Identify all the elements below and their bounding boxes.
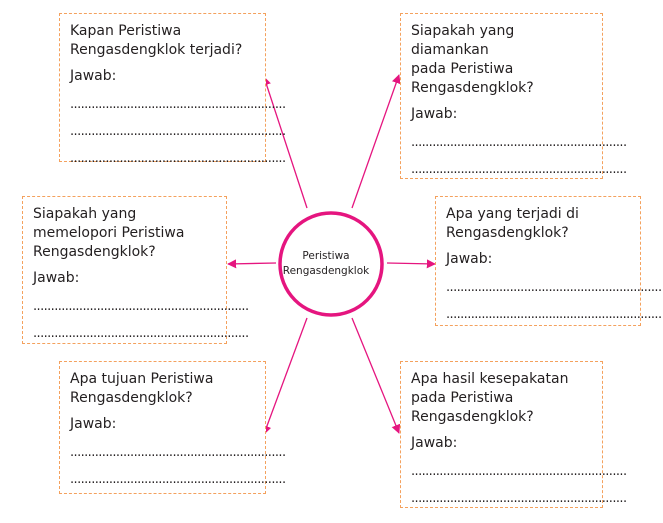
answer-line[interactable]: ............................................................. xyxy=(70,445,286,460)
answer-line[interactable]: ............................................................. xyxy=(411,491,627,506)
question-text: Apa tujuan Peristiwa Rengasdengklok? xyxy=(70,371,214,406)
answer-line[interactable]: ............................................................. xyxy=(33,299,249,314)
answer-label: Jawab: xyxy=(446,251,493,267)
answer-label: Jawab: xyxy=(411,106,458,122)
question-box-who-secured xyxy=(400,13,627,179)
center-topic-line-1: Peristiwa xyxy=(302,250,350,262)
center-topic-line-2: Rengasdengklok xyxy=(282,265,370,277)
question-text: Kapan Peristiwa Rengasdengklok terjadi? xyxy=(70,23,243,58)
question-box-purpose xyxy=(59,361,286,494)
answer-line[interactable]: ............................................................. xyxy=(70,97,286,112)
answer-line[interactable]: ............................................................. xyxy=(70,124,286,139)
answer-label: Jawab: xyxy=(33,270,80,286)
question-box-when xyxy=(59,13,286,166)
arrow-to-q4 xyxy=(387,263,435,264)
question-box-agreement xyxy=(400,361,627,508)
question-text: Siapakah yang diamankan pada Peristiwa Rengasdengklok? xyxy=(411,23,534,96)
answer-line[interactable]: ............................................................. xyxy=(411,464,627,479)
answer-label: Jawab: xyxy=(411,435,458,451)
question-text: Apa yang terjadi di Rengasdengklok? xyxy=(446,206,579,241)
question-box-what-happened xyxy=(435,196,662,326)
arrow-to-q2 xyxy=(352,75,399,208)
question-text: Siapakah yang memelopori Peristiwa Rengasdengklok? xyxy=(33,206,185,260)
answer-line[interactable]: ............................................................. xyxy=(411,162,627,177)
arrow-to-q5 xyxy=(264,318,307,434)
answer-label: Jawab: xyxy=(70,68,117,84)
arrow-to-q6 xyxy=(352,318,399,433)
answer-line[interactable]: ............................................................. xyxy=(411,135,627,150)
question-box-pioneer xyxy=(22,196,249,344)
answer-line[interactable]: ............................................................. xyxy=(70,472,286,487)
center-topic xyxy=(266,214,386,314)
answer-line[interactable]: ............................................................. xyxy=(446,307,662,322)
question-text: Apa hasil kesepakatan pada Peristiwa Rengasdengklok? xyxy=(411,371,569,425)
answer-label: Jawab: xyxy=(70,416,117,432)
answer-line[interactable]: ............................................................. xyxy=(70,151,286,166)
answer-line[interactable]: ............................................................. xyxy=(33,326,249,341)
answer-line[interactable]: ............................................................. xyxy=(446,280,662,295)
